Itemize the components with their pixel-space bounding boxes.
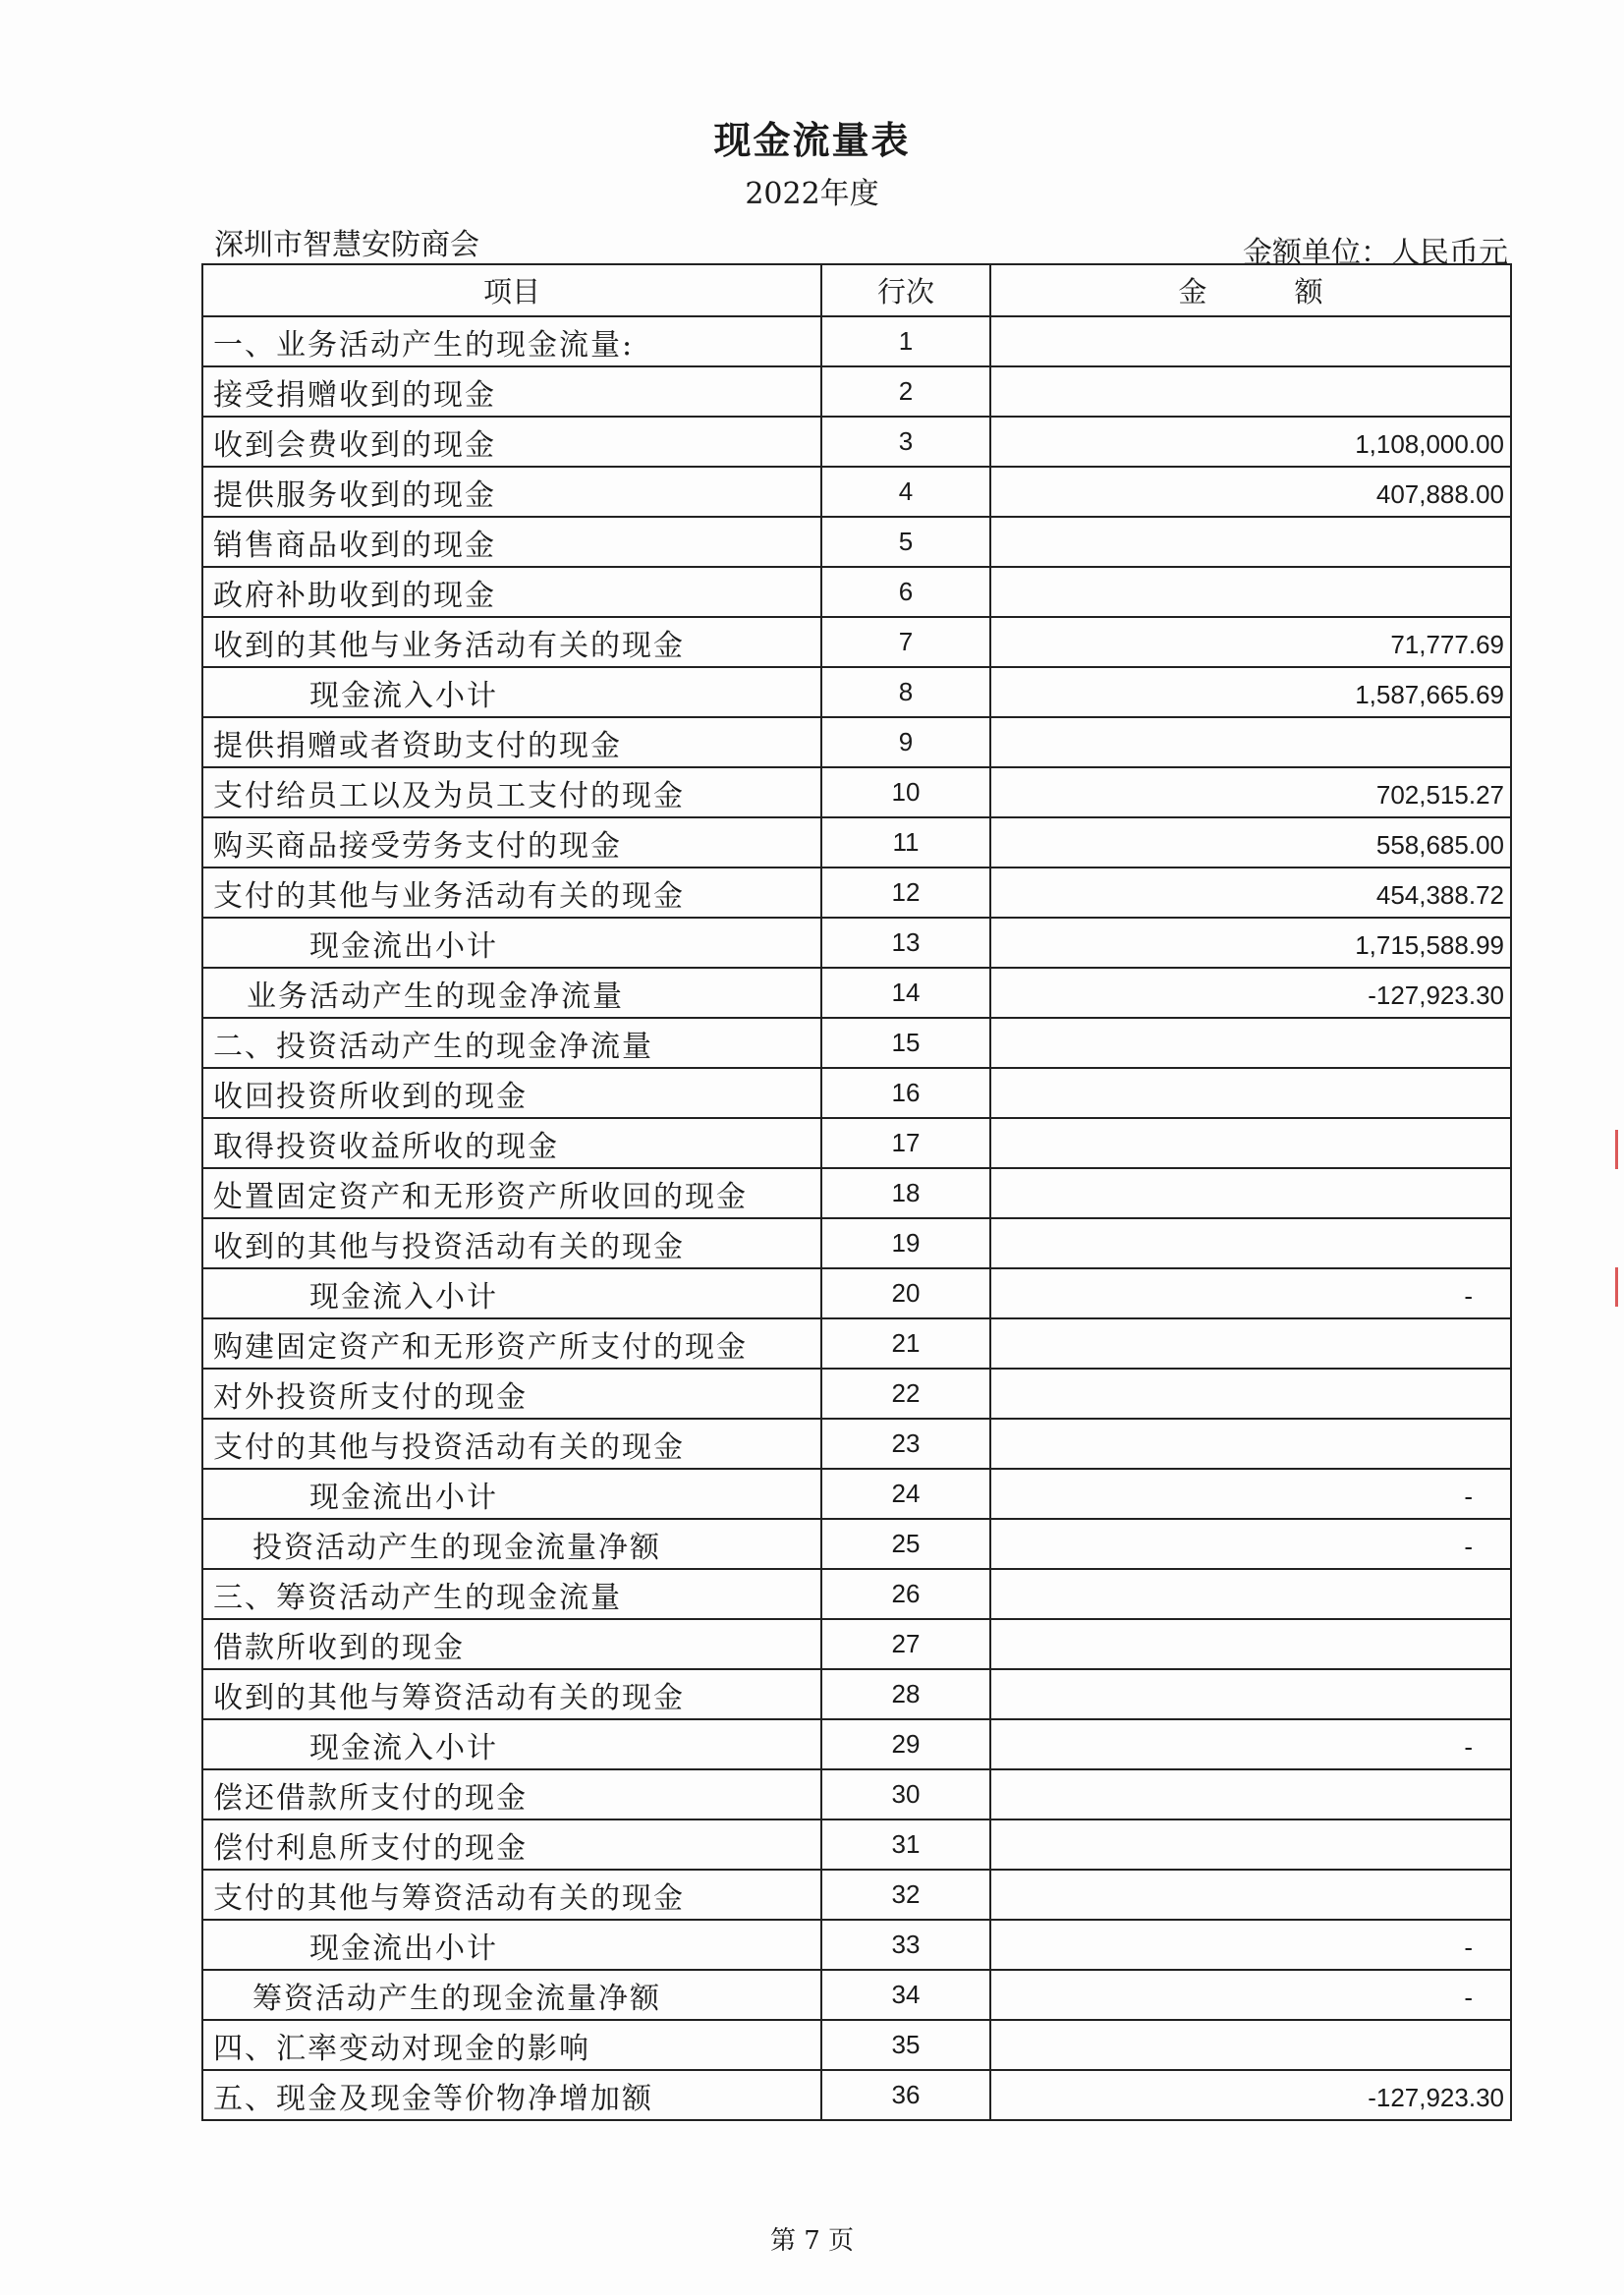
row-item-label: 支付的其他与筹资活动有关的现金 bbox=[202, 1870, 821, 1920]
table-row bbox=[202, 1118, 1511, 1168]
row-item-label: 收到的其他与业务活动有关的现金 bbox=[202, 617, 821, 667]
row-item-label: 购买商品接受劳务支付的现金 bbox=[202, 817, 821, 868]
table-row bbox=[202, 1769, 1511, 1819]
table-row bbox=[202, 767, 1511, 817]
row-amount: - bbox=[990, 1469, 1511, 1519]
table-header-row bbox=[202, 264, 1511, 316]
row-amount: -127,923.30 bbox=[990, 2070, 1511, 2120]
row-line-number: 17 bbox=[821, 1118, 990, 1168]
row-line-number: 15 bbox=[821, 1018, 990, 1068]
header-item: 项目 bbox=[202, 264, 821, 316]
table-row bbox=[202, 467, 1511, 517]
table-row bbox=[202, 1669, 1511, 1719]
row-item-label: 五、现金及现金等价物净增加额 bbox=[202, 2070, 821, 2120]
table-row bbox=[202, 868, 1511, 918]
row-line-number: 36 bbox=[821, 2070, 990, 2120]
row-amount bbox=[990, 2020, 1511, 2070]
row-line-number: 33 bbox=[821, 1920, 990, 1970]
row-line-number: 28 bbox=[821, 1669, 990, 1719]
row-item-label: 处置固定资产和无形资产所收回的现金 bbox=[202, 1168, 821, 1218]
table-row bbox=[202, 2070, 1511, 2120]
row-line-number: 13 bbox=[821, 918, 990, 968]
row-item-label: 四、汇率变动对现金的影响 bbox=[202, 2020, 821, 2070]
row-item-label: 业务活动产生的现金净流量 bbox=[202, 968, 821, 1018]
row-amount bbox=[990, 1068, 1511, 1118]
row-amount: 558,685.00 bbox=[990, 817, 1511, 868]
row-line-number: 22 bbox=[821, 1369, 990, 1419]
row-amount bbox=[990, 316, 1511, 366]
row-line-number: 11 bbox=[821, 817, 990, 868]
row-amount: 1,108,000.00 bbox=[990, 417, 1511, 467]
cash-flow-table bbox=[201, 263, 1512, 2121]
row-amount bbox=[990, 1870, 1511, 1920]
table-row bbox=[202, 366, 1511, 417]
scan-edge-mark bbox=[1615, 1130, 1618, 1169]
row-item-label: 二、投资活动产生的现金净流量 bbox=[202, 1018, 821, 1068]
row-item-label: 筹资活动产生的现金流量净额 bbox=[202, 1970, 821, 2020]
row-line-number: 4 bbox=[821, 467, 990, 517]
row-amount: 71,777.69 bbox=[990, 617, 1511, 667]
row-line-number: 3 bbox=[821, 417, 990, 467]
row-line-number: 19 bbox=[821, 1218, 990, 1268]
row-line-number: 23 bbox=[821, 1419, 990, 1469]
row-item-label: 支付给员工以及为员工支付的现金 bbox=[202, 767, 821, 817]
row-item-label: 提供服务收到的现金 bbox=[202, 467, 821, 517]
row-line-number: 6 bbox=[821, 567, 990, 617]
row-amount bbox=[990, 1168, 1511, 1218]
row-amount: 1,715,588.99 bbox=[990, 918, 1511, 968]
row-line-number: 5 bbox=[821, 517, 990, 567]
row-item-label: 接受捐赠收到的现金 bbox=[202, 366, 821, 417]
row-line-number: 25 bbox=[821, 1519, 990, 1569]
row-line-number: 1 bbox=[821, 316, 990, 366]
row-item-label: 现金流入小计 bbox=[202, 667, 821, 717]
table-row bbox=[202, 1719, 1511, 1769]
row-amount bbox=[990, 1369, 1511, 1419]
row-item-label: 收到的其他与筹资活动有关的现金 bbox=[202, 1669, 821, 1719]
row-amount: - bbox=[990, 1719, 1511, 1769]
row-line-number: 2 bbox=[821, 366, 990, 417]
table-row bbox=[202, 1569, 1511, 1619]
page-title: 现金流量表 bbox=[713, 118, 911, 162]
row-line-number: 14 bbox=[821, 968, 990, 1018]
row-amount bbox=[990, 717, 1511, 767]
table-row bbox=[202, 1168, 1511, 1218]
row-item-label: 对外投资所支付的现金 bbox=[202, 1369, 821, 1419]
table-row bbox=[202, 667, 1511, 717]
row-amount: 702,515.27 bbox=[990, 767, 1511, 817]
table-row bbox=[202, 316, 1511, 366]
row-line-number: 31 bbox=[821, 1819, 990, 1870]
row-line-number: 8 bbox=[821, 667, 990, 717]
row-line-number: 21 bbox=[821, 1318, 990, 1369]
row-amount bbox=[990, 1318, 1511, 1369]
row-item-label: 偿还借款所支付的现金 bbox=[202, 1769, 821, 1819]
row-line-number: 26 bbox=[821, 1569, 990, 1619]
table-row bbox=[202, 968, 1511, 1018]
table-row bbox=[202, 2020, 1511, 2070]
row-item-label: 收到会费收到的现金 bbox=[202, 417, 821, 467]
table-row bbox=[202, 1519, 1511, 1569]
row-line-number: 34 bbox=[821, 1970, 990, 2020]
row-line-number: 10 bbox=[821, 767, 990, 817]
row-amount bbox=[990, 1419, 1511, 1469]
row-amount: - bbox=[990, 1519, 1511, 1569]
header-amount: 金 额 bbox=[990, 264, 1511, 316]
row-item-label: 现金流出小计 bbox=[202, 1469, 821, 1519]
row-item-label: 销售商品收到的现金 bbox=[202, 517, 821, 567]
row-line-number: 32 bbox=[821, 1870, 990, 1920]
row-amount bbox=[990, 1118, 1511, 1168]
row-amount: 1,587,665.69 bbox=[990, 667, 1511, 717]
row-item-label: 投资活动产生的现金流量净额 bbox=[202, 1519, 821, 1569]
row-item-label: 借款所收到的现金 bbox=[202, 1619, 821, 1669]
table-row bbox=[202, 1870, 1511, 1920]
page-number: 第 7 页 bbox=[769, 2226, 855, 2256]
table-row bbox=[202, 817, 1511, 868]
row-amount bbox=[990, 1569, 1511, 1619]
row-line-number: 30 bbox=[821, 1769, 990, 1819]
table-row bbox=[202, 1268, 1511, 1318]
row-item-label: 一、业务活动产生的现金流量: bbox=[202, 316, 821, 366]
row-line-number: 7 bbox=[821, 617, 990, 667]
row-item-label: 取得投资收益所收的现金 bbox=[202, 1118, 821, 1168]
row-line-number: 35 bbox=[821, 2020, 990, 2070]
table-row bbox=[202, 417, 1511, 467]
table-row bbox=[202, 1369, 1511, 1419]
currency-unit: 金额单位：人民币元 bbox=[1243, 236, 1508, 270]
table-row bbox=[202, 567, 1511, 617]
row-line-number: 12 bbox=[821, 868, 990, 918]
table-row bbox=[202, 517, 1511, 567]
row-amount: 407,888.00 bbox=[990, 467, 1511, 517]
row-item-label: 购建固定资产和无形资产所支付的现金 bbox=[202, 1318, 821, 1369]
row-amount bbox=[990, 1819, 1511, 1870]
row-line-number: 29 bbox=[821, 1719, 990, 1769]
table-row bbox=[202, 1318, 1511, 1369]
table-row bbox=[202, 617, 1511, 667]
report-year: 2022年度 bbox=[745, 177, 879, 211]
row-item-label: 现金流入小计 bbox=[202, 1268, 821, 1318]
row-line-number: 27 bbox=[821, 1619, 990, 1669]
row-item-label: 现金流出小计 bbox=[202, 918, 821, 968]
row-item-label: 提供捐赠或者资助支付的现金 bbox=[202, 717, 821, 767]
row-item-label: 现金流入小计 bbox=[202, 1719, 821, 1769]
row-line-number: 9 bbox=[821, 717, 990, 767]
table-row bbox=[202, 717, 1511, 767]
organization-name: 深圳市智慧安防商会 bbox=[214, 228, 479, 262]
table-row bbox=[202, 1619, 1511, 1669]
row-amount: - bbox=[990, 1920, 1511, 1970]
row-line-number: 24 bbox=[821, 1469, 990, 1519]
row-amount: - bbox=[990, 1970, 1511, 2020]
row-amount bbox=[990, 1218, 1511, 1268]
row-amount: - bbox=[990, 1268, 1511, 1318]
row-amount: 454,388.72 bbox=[990, 868, 1511, 918]
row-item-label: 支付的其他与业务活动有关的现金 bbox=[202, 868, 821, 918]
table-row bbox=[202, 1469, 1511, 1519]
row-amount bbox=[990, 366, 1511, 417]
table-row bbox=[202, 1970, 1511, 2020]
row-item-label: 收到的其他与投资活动有关的现金 bbox=[202, 1218, 821, 1268]
row-amount bbox=[990, 567, 1511, 617]
header-line: 行次 bbox=[821, 264, 990, 316]
row-line-number: 16 bbox=[821, 1068, 990, 1118]
row-line-number: 20 bbox=[821, 1268, 990, 1318]
row-item-label: 偿付利息所支付的现金 bbox=[202, 1819, 821, 1870]
table-row bbox=[202, 1218, 1511, 1268]
row-item-label: 三、筹资活动产生的现金流量 bbox=[202, 1569, 821, 1619]
row-item-label: 支付的其他与投资活动有关的现金 bbox=[202, 1419, 821, 1469]
table-row bbox=[202, 1068, 1511, 1118]
table-row bbox=[202, 1419, 1511, 1469]
table-row bbox=[202, 1819, 1511, 1870]
row-amount: -127,923.30 bbox=[990, 968, 1511, 1018]
row-amount bbox=[990, 1619, 1511, 1669]
row-item-label: 政府补助收到的现金 bbox=[202, 567, 821, 617]
scan-edge-mark bbox=[1615, 1267, 1618, 1307]
row-amount bbox=[990, 1018, 1511, 1068]
row-amount bbox=[990, 1769, 1511, 1819]
row-amount bbox=[990, 1669, 1511, 1719]
row-item-label: 收回投资所收到的现金 bbox=[202, 1068, 821, 1118]
table-row bbox=[202, 1018, 1511, 1068]
row-line-number: 18 bbox=[821, 1168, 990, 1218]
row-item-label: 现金流出小计 bbox=[202, 1920, 821, 1970]
row-amount bbox=[990, 517, 1511, 567]
table-row bbox=[202, 918, 1511, 968]
table-row bbox=[202, 1920, 1511, 1970]
